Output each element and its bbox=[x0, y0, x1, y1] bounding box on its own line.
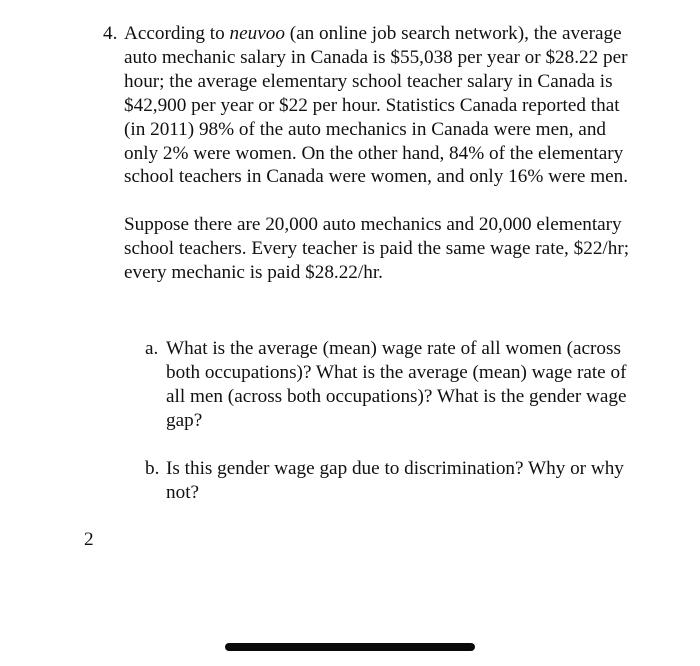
question-intro-start: According to bbox=[124, 23, 230, 44]
question-body bbox=[124, 22, 644, 285]
source-name: neuvoo bbox=[229, 23, 285, 44]
subquestion-a-label: a. bbox=[145, 338, 159, 359]
question-intro-rest: (an online job search network), the average auto mechanic salary in Canada is $55,038 per year or $28.22 per hour; the average elementary school teacher salary in Canada is $42,900 per year or $22 per hour. Statistics Canada reported that (in 2011) 98% of the auto mechanics in Canada were men, and only 2% were women. On the other hand, 84% of the elementary school teachers in Canada were women, and only 16% were men. bbox=[124, 23, 629, 188]
subquestion-a-text: What is the average (mean) wage rate of all women (across both occupations)? What is the average (mean) wage rate of all men (across both occupations)? What is the gender wage gap? bbox=[166, 338, 627, 431]
question-paragraph-1 bbox=[124, 22, 644, 189]
subquestion-a bbox=[145, 337, 645, 433]
subquestion-b bbox=[145, 457, 645, 505]
subquestion-b-text: Is this gender wage gap due to discrimination? Why or why not? bbox=[166, 458, 624, 503]
home-indicator-bar[interactable] bbox=[225, 643, 475, 651]
question-number: 4. bbox=[103, 23, 118, 44]
page-number: 2 bbox=[84, 529, 94, 550]
subquestion-b-label: b. bbox=[145, 458, 160, 479]
question-paragraph-2: Suppose there are 20,000 auto mechanics and 20,000 elementary school teachers. Every teacher is paid the same wage rate, $22/hr; every mechanic is paid $28.22/hr. bbox=[124, 214, 630, 284]
